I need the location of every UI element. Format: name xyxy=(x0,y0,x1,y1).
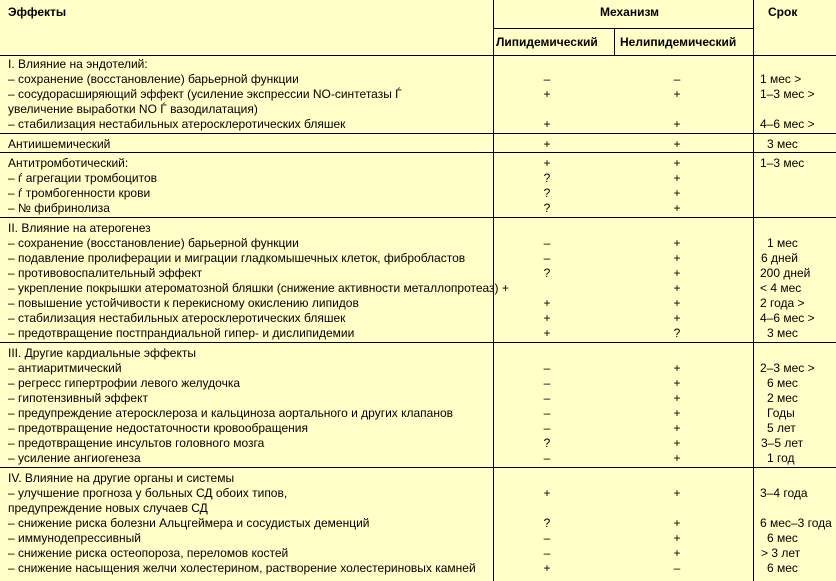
nonlipid-cell: + xyxy=(673,421,681,435)
header-effects: Эффекты xyxy=(8,5,67,19)
term-cell: 6 мес xyxy=(767,531,798,545)
nonlipid-cell: + xyxy=(673,376,681,390)
effect-cell: – повышение устойчивости к перекисному окислению липидов xyxy=(8,296,359,310)
lipid-cell: ? xyxy=(543,201,551,215)
effect-cell: – № фибринолиза xyxy=(8,201,110,215)
term-cell: 3–4 года xyxy=(760,486,808,500)
nonlipid-cell: + xyxy=(673,311,681,325)
effect-cell: – ѓ тромбогенности крови xyxy=(8,186,151,200)
effect-cell: – сосудорасширяющий эффект (усиление экспрессии NO-синтетазы Ѓ xyxy=(8,87,402,101)
lipid-cell: + xyxy=(543,311,551,325)
effect-cell: – предотвращение инсультов головного мозга xyxy=(8,436,265,450)
lipid-cell: + xyxy=(543,326,551,340)
nonlipid-cell: ? xyxy=(673,326,681,340)
term-cell: 4–6 мес > xyxy=(760,117,815,131)
header-bottom-rule xyxy=(0,55,836,56)
term-cell: 1–3 мес > xyxy=(760,87,815,101)
effect-cell: Антиишемический xyxy=(8,137,111,151)
term-cell: 1 год xyxy=(767,451,795,465)
term-cell: 6 мес xyxy=(767,561,798,575)
nonlipid-cell: + xyxy=(673,451,681,465)
term-cell: 5 лет xyxy=(767,421,796,435)
nonlipid-cell: + xyxy=(673,266,681,280)
effect-cell: предупреждение новых случаев СД xyxy=(8,501,208,515)
effect-cell: увеличение выработки NO Ѓ вазодилатация) xyxy=(8,102,258,116)
lipid-cell: ? xyxy=(543,266,551,280)
nonlipid-cell: + xyxy=(673,201,681,215)
lipid-cell: + xyxy=(543,117,551,131)
effect-cell: – укрепление покрышки атероматозной бляшки (снижение активности металлопротеаз) + xyxy=(8,281,509,295)
lipid-cell: – xyxy=(543,451,551,465)
term-cell: 2 мес xyxy=(767,391,798,405)
nonlipid-cell: + xyxy=(673,117,681,131)
term-cell: 1 мес > xyxy=(760,72,802,86)
effect-cell: – снижение насыщения желчи холестерином, растворение холестериновых камней xyxy=(8,561,476,575)
nonlipid-cell: + xyxy=(673,406,681,420)
col-divider-lipid xyxy=(614,28,615,55)
section-divider xyxy=(0,342,836,343)
lipid-cell: + xyxy=(543,486,551,500)
term-cell: 1 мес xyxy=(767,236,798,250)
effect-cell: IV. Влияние на другие органы и системы xyxy=(8,471,235,485)
lipid-cell: – xyxy=(543,546,551,560)
header-mechanism: Механизм xyxy=(600,5,660,19)
term-cell: 4–6 мес > xyxy=(760,311,815,325)
effect-cell: – предотвращение недостаточности кровообращения xyxy=(8,421,308,435)
header-subrule xyxy=(493,28,753,29)
term-cell: 3–5 лет xyxy=(761,436,804,450)
lipid-cell: – xyxy=(543,406,551,420)
lipid-cell: – xyxy=(543,361,551,375)
term-cell: 200 дней xyxy=(760,266,811,280)
nonlipid-cell: + xyxy=(673,171,681,185)
term-cell: Годы xyxy=(767,406,795,420)
effect-cell: I. Влияние на эндотелий: xyxy=(8,57,148,71)
term-cell: 2–3 мес > xyxy=(760,361,815,375)
effect-cell: III. Другие кардиальные эффекты xyxy=(8,346,196,360)
effect-cell: – гипотензивный эффект xyxy=(8,391,148,405)
lipid-cell: ? xyxy=(543,186,551,200)
effect-cell: – улучшение прогноза у больных СД обоих типов, xyxy=(8,486,288,500)
lipid-cell: + xyxy=(543,561,551,575)
effect-cell: – усиление ангиогенеза xyxy=(8,451,141,465)
lipid-cell: – xyxy=(543,391,551,405)
section-divider xyxy=(0,217,836,218)
effect-cell: – антиаритмический xyxy=(8,361,122,375)
nonlipid-cell: + xyxy=(673,361,681,375)
effect-cell: – снижение риска болезни Альцгеймера и сосудистых деменций xyxy=(8,516,370,530)
effect-cell: – сохранение (восстановление) барьерной функции xyxy=(8,236,299,250)
lipid-cell: ? xyxy=(543,436,551,450)
lipid-cell: + xyxy=(543,156,551,170)
effect-cell: II. Влияние на атерогенез xyxy=(8,221,151,235)
nonlipid-cell: – xyxy=(673,561,681,575)
nonlipid-cell: + xyxy=(673,87,681,101)
lipid-cell: ? xyxy=(543,171,551,185)
term-cell: 6 мес–3 года xyxy=(760,516,832,530)
nonlipid-cell: + xyxy=(673,251,681,265)
term-cell: 3 мес xyxy=(767,326,798,340)
effect-cell: Антитромботический: xyxy=(8,156,129,170)
term-cell: 6 мес xyxy=(767,376,798,390)
nonlipid-cell: + xyxy=(673,486,681,500)
term-cell: > 3 лет xyxy=(761,546,801,560)
nonlipid-cell: + xyxy=(673,296,681,310)
nonlipid-cell: + xyxy=(673,186,681,200)
effect-cell: – стабилизация нестабильных атеросклеротических бляшек xyxy=(8,311,346,325)
section-divider xyxy=(0,152,836,153)
lipid-cell: – xyxy=(543,376,551,390)
effect-cell: – сохранение (восстановление) барьерной функции xyxy=(8,72,299,86)
lipid-cell: – xyxy=(543,421,551,435)
effect-cell: – подавление пролиферации и миграции гладкомышечных клеток, фибробластов xyxy=(8,251,466,265)
lipid-cell: + xyxy=(543,137,551,151)
nonlipid-cell: + xyxy=(673,281,681,295)
effect-cell: – ѓ агрегации тромбоцитов xyxy=(8,171,158,185)
term-cell: 6 дней xyxy=(761,251,799,265)
effect-cell: – иммунодепрессивный xyxy=(8,531,141,545)
lipid-cell: + xyxy=(543,296,551,310)
effect-cell: – противовоспалительный эффект xyxy=(8,266,203,280)
lipid-cell: – xyxy=(543,531,551,545)
effect-cell: – предупреждение атеросклероза и кальциноза аортального и других клапанов xyxy=(8,406,454,420)
nonlipid-cell: – xyxy=(673,72,681,86)
nonlipid-cell: + xyxy=(673,137,681,151)
effect-cell: – регресс гипертрофии левого желудочка xyxy=(8,376,241,390)
lipid-cell: ? xyxy=(543,516,551,530)
nonlipid-cell: + xyxy=(673,236,681,250)
header-nonlipid: Нелипидемический xyxy=(620,35,737,49)
term-cell: 1–3 мес xyxy=(760,156,805,170)
term-cell: 3 мес xyxy=(767,137,798,151)
term-cell: 2 года > xyxy=(760,296,805,310)
nonlipid-cell: + xyxy=(673,391,681,405)
term-cell: < 4 мес xyxy=(760,281,802,295)
nonlipid-cell: + xyxy=(673,156,681,170)
nonlipid-cell: + xyxy=(673,516,681,530)
section-divider xyxy=(0,467,836,468)
col-divider-term xyxy=(753,0,754,581)
lipid-cell: – xyxy=(543,236,551,250)
header-term: Срок xyxy=(768,5,798,19)
lipid-cell: – xyxy=(543,72,551,86)
lipid-cell: + xyxy=(543,87,551,101)
nonlipid-cell: + xyxy=(673,531,681,545)
effect-cell: – стабилизация нестабильных атеросклеротических бляшек xyxy=(8,117,346,131)
section-divider xyxy=(0,133,836,134)
effect-cell: – снижение риска остеопороза, переломов костей xyxy=(8,546,289,560)
nonlipid-cell: + xyxy=(673,546,681,560)
effect-cell: – предотвращение постпрандиальной гипер- и дислипидемии xyxy=(8,326,355,340)
header-lipid: Липидемический xyxy=(496,35,598,49)
lipid-cell: – xyxy=(543,251,551,265)
nonlipid-cell: + xyxy=(673,436,681,450)
